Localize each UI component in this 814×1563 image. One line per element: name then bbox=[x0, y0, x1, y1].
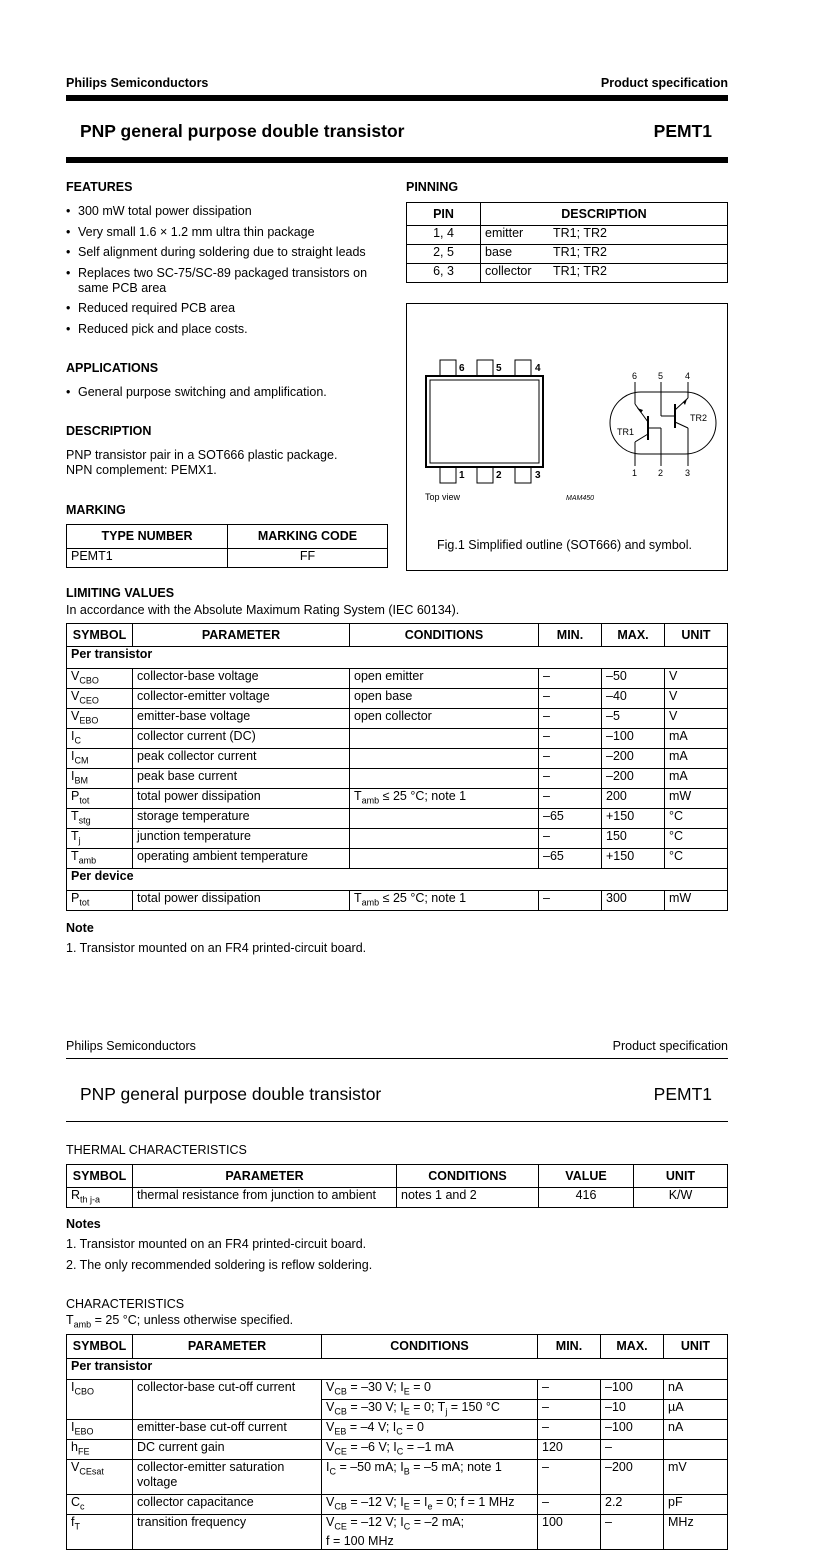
parameter-cell: emitter-base voltage bbox=[133, 709, 350, 729]
min-cell: – bbox=[539, 891, 602, 911]
limiting-subtitle: In accordance with the Absolute Maximum Rating System (IEC 60134). bbox=[66, 603, 460, 617]
list-item: • Very small 1.6 × 1.2 mm ultra thin package bbox=[66, 225, 388, 240]
col-value: VALUE bbox=[539, 1165, 634, 1188]
conditions-cell: notes 1 and 2 bbox=[397, 1188, 539, 1208]
description-text bbox=[66, 448, 337, 478]
pad-3 bbox=[515, 467, 531, 483]
header-rule bbox=[66, 95, 728, 101]
pin-label: 1 bbox=[632, 468, 638, 478]
table-row bbox=[67, 709, 728, 729]
unit-cell: mW bbox=[665, 789, 728, 809]
list-item: • Reduced pick and place costs. bbox=[66, 322, 388, 337]
pin-transistor: TR1; TR2 bbox=[549, 264, 728, 283]
col-max: MAX. bbox=[602, 624, 665, 647]
col-conditions: CONDITIONS bbox=[350, 624, 539, 647]
applications-heading: APPLICATIONS bbox=[66, 361, 159, 375]
package-body bbox=[426, 376, 543, 467]
symbol-outline bbox=[610, 392, 716, 454]
unit-cell: V bbox=[665, 689, 728, 709]
notes-heading: Notes bbox=[66, 1217, 101, 1231]
group-label: Per device bbox=[67, 869, 728, 891]
description-heading: DESCRIPTION bbox=[66, 424, 152, 438]
header-rule bbox=[66, 1058, 728, 1059]
page-header-left: Philips Semiconductors bbox=[66, 76, 209, 90]
top-view-label: Top view bbox=[425, 492, 461, 502]
parameter-cell: collector-emitter voltage bbox=[133, 689, 350, 709]
symbol-cell: $I_{BM}$ bbox=[67, 769, 133, 789]
pin-label: 3 bbox=[535, 470, 541, 481]
max-cell: –200 bbox=[602, 769, 665, 789]
min-cell: – bbox=[539, 829, 602, 849]
symbol-cell: $V_{CEO}$ bbox=[67, 689, 133, 709]
unit-cell: mA bbox=[665, 749, 728, 769]
unit-cell: K/W bbox=[634, 1188, 728, 1208]
description-line: NPN complement: PEMX1. bbox=[66, 463, 217, 477]
pin-label: 2 bbox=[496, 470, 502, 481]
min-cell: –65 bbox=[539, 849, 602, 869]
pinning-col-pin: PIN bbox=[407, 203, 481, 226]
table-row bbox=[67, 689, 728, 709]
max-cell: –200 bbox=[602, 749, 665, 769]
min-cell: – bbox=[539, 789, 602, 809]
part-number: PEMT1 bbox=[653, 121, 712, 141]
characteristics-heading: CHARACTERISTICS bbox=[66, 1297, 185, 1311]
pin-name: base bbox=[481, 245, 550, 264]
pin-label: 1 bbox=[459, 470, 465, 481]
max-cell: –50 bbox=[602, 669, 665, 689]
features-heading: FEATURES bbox=[66, 180, 133, 194]
symbol-cell: $I_C$ bbox=[67, 729, 133, 749]
pin-label: 4 bbox=[685, 371, 691, 381]
symbol-cell: $R_{th j-a}$ bbox=[67, 1188, 133, 1208]
symbol-cell: $V_{CBO}$ bbox=[67, 669, 133, 689]
conditions-cell bbox=[350, 749, 539, 769]
note-text: 1. Transistor mounted on an FR4 printed-circuit board. bbox=[66, 1237, 367, 1251]
table-row bbox=[67, 1188, 728, 1208]
pin-transistor: TR1; TR2 bbox=[549, 245, 728, 264]
pin-label: 6 bbox=[459, 363, 465, 374]
group-label: Per transistor bbox=[67, 1359, 728, 1380]
col-min: MIN. bbox=[538, 1335, 601, 1359]
figure-code: MAM450 bbox=[566, 495, 595, 502]
pinning-heading: PINNING bbox=[406, 180, 459, 194]
col-parameter: PARAMETER bbox=[133, 1165, 397, 1188]
page-title: PNP general purpose double transistor bbox=[80, 121, 405, 141]
unit-cell: °C bbox=[665, 829, 728, 849]
table-row bbox=[407, 226, 728, 245]
pad-6 bbox=[440, 360, 456, 376]
parameter-cell: collector-base voltage bbox=[133, 669, 350, 689]
package-outline-diagram bbox=[407, 304, 727, 534]
conditions-cell: $T_{amb} \le 25$ °C; note 1 bbox=[350, 891, 539, 911]
col-unit: UNIT bbox=[665, 624, 728, 647]
max-cell: +150 bbox=[602, 849, 665, 869]
col-conditions: CONDITIONS bbox=[322, 1335, 538, 1359]
page-header-left: Philips Semiconductors bbox=[66, 1039, 196, 1053]
title-rule bbox=[66, 1121, 728, 1122]
table-row bbox=[407, 245, 728, 264]
max-cell: –100 bbox=[602, 729, 665, 749]
col-parameter: PARAMETER bbox=[133, 1335, 322, 1359]
unit-cell: °C bbox=[665, 849, 728, 869]
parameter-cell: thermal resistance from junction to ambient bbox=[133, 1188, 397, 1208]
col-unit: UNIT bbox=[634, 1165, 728, 1188]
symbol-cell: $T_j$ bbox=[67, 829, 133, 849]
features-list bbox=[66, 204, 388, 342]
unit-cell: mW bbox=[665, 891, 728, 911]
min-cell: – bbox=[539, 749, 602, 769]
tr2-label: TR2 bbox=[690, 413, 708, 423]
unit-cell: °C bbox=[665, 809, 728, 829]
pin-number: 6, 3 bbox=[407, 264, 481, 283]
symbol-cell: $T_{amb}$ bbox=[67, 849, 133, 869]
symbol-cell: $I_{CM}$ bbox=[67, 749, 133, 769]
min-cell: – bbox=[539, 689, 602, 709]
table-row: $I_{EBO}$ emitter-base cut-off current $V_{EB} = -4$ V; $I_C = 0$ – –100 nA bbox=[67, 1420, 728, 1440]
list-item: • Self alignment during soldering due to straight leads bbox=[66, 245, 388, 260]
pad-4 bbox=[515, 360, 531, 376]
conditions-cell: open emitter bbox=[350, 669, 539, 689]
marking-col-type: TYPE NUMBER bbox=[67, 525, 228, 549]
table-row bbox=[407, 264, 728, 283]
list-item: • General purpose switching and amplification. bbox=[66, 385, 388, 400]
list-item: • 300 mW total power dissipation bbox=[66, 204, 388, 219]
min-cell: –65 bbox=[539, 809, 602, 829]
col-max: MAX. bbox=[601, 1335, 664, 1359]
table-row: $h_{FE}$ DC current gain $V_{CE} = -6$ V; $I_C = -1$ mA 120 – bbox=[67, 1440, 728, 1460]
symbol-cell: $T_{stg}$ bbox=[67, 809, 133, 829]
limiting-values-table bbox=[66, 623, 728, 911]
symbol-cell: $V_{EBO}$ bbox=[67, 709, 133, 729]
page-header-right: Product specification bbox=[600, 76, 728, 90]
list-item: • Replaces two SC-75/SC-89 packaged transistors on same PCB area bbox=[66, 266, 388, 296]
max-cell: –5 bbox=[602, 709, 665, 729]
col-unit: UNIT bbox=[664, 1335, 728, 1359]
conditions-cell bbox=[350, 769, 539, 789]
table-row bbox=[67, 809, 728, 829]
parameter-cell: total power dissipation bbox=[133, 891, 350, 911]
marking-code: FF bbox=[228, 549, 388, 568]
min-cell: – bbox=[539, 769, 602, 789]
conditions-cell bbox=[350, 829, 539, 849]
parameter-cell: operating ambient temperature bbox=[133, 849, 350, 869]
note-heading: Note bbox=[66, 921, 94, 935]
table-row bbox=[67, 769, 728, 789]
col-symbol: SYMBOL bbox=[67, 1335, 133, 1359]
group-label: Per transistor bbox=[67, 647, 728, 669]
table-row bbox=[67, 891, 728, 911]
characteristics-subtitle: $T_{amb} = 25$ °C; unless otherwise specified. bbox=[66, 1313, 294, 1330]
max-cell: 200 bbox=[602, 789, 665, 809]
value-cell: 416 bbox=[539, 1188, 634, 1208]
table-row bbox=[67, 749, 728, 769]
pin-name: collector bbox=[481, 264, 550, 283]
pin-name: emitter bbox=[481, 226, 550, 245]
parameter-cell: storage temperature bbox=[133, 809, 350, 829]
pad-1 bbox=[440, 467, 456, 483]
col-symbol: SYMBOL bbox=[67, 624, 133, 647]
figure-caption: Fig.1 Simplified outline (SOT666) and symbol. bbox=[437, 538, 692, 552]
conditions-cell: open collector bbox=[350, 709, 539, 729]
col-min: MIN. bbox=[539, 624, 602, 647]
symbol-cell: $P_{tot}$ bbox=[67, 891, 133, 911]
pad-5 bbox=[477, 360, 493, 376]
unit-cell: V bbox=[665, 669, 728, 689]
limiting-heading: LIMITING VALUES bbox=[66, 586, 175, 600]
pin-label: 5 bbox=[496, 363, 502, 374]
pin-transistor: TR1; TR2 bbox=[549, 226, 728, 245]
table-row bbox=[67, 829, 728, 849]
col-symbol: SYMBOL bbox=[67, 1165, 133, 1188]
unit-cell: V bbox=[665, 709, 728, 729]
max-cell: +150 bbox=[602, 809, 665, 829]
title-rule bbox=[66, 157, 728, 163]
marking-heading: MARKING bbox=[66, 503, 126, 517]
table-row: $f_T$ transition frequency $V_{CE} = -12$ V; $I_C = -2$ mA; f = 100 MHz 100 – MHz bbox=[67, 1515, 728, 1550]
min-cell: – bbox=[539, 709, 602, 729]
table-row bbox=[67, 849, 728, 869]
parameter-cell: peak collector current bbox=[133, 749, 350, 769]
page-header-right: Product specification bbox=[612, 1039, 728, 1053]
unit-cell: mA bbox=[665, 729, 728, 749]
marking-table bbox=[66, 524, 388, 568]
parameter-cell: total power dissipation bbox=[133, 789, 350, 809]
table-row bbox=[67, 549, 388, 568]
pinning-table bbox=[406, 202, 728, 283]
col-parameter: PARAMETER bbox=[133, 624, 350, 647]
marking-type: PEMT1 bbox=[67, 549, 228, 568]
note-text: 2. The only recommended soldering is reflow soldering. bbox=[66, 1258, 373, 1272]
col-conditions: CONDITIONS bbox=[397, 1165, 539, 1188]
min-cell: – bbox=[539, 729, 602, 749]
page-title: PNP general purpose double transistor bbox=[80, 1084, 382, 1104]
applications-list bbox=[66, 385, 388, 406]
table-row bbox=[67, 729, 728, 749]
tr1-label: TR1 bbox=[617, 427, 635, 437]
table-row bbox=[67, 669, 728, 689]
figure-box bbox=[406, 303, 728, 571]
description-line: PNP transistor pair in a SOT666 plastic package. bbox=[66, 448, 338, 462]
marking-col-code: MARKING CODE bbox=[228, 525, 388, 549]
table-row bbox=[67, 789, 728, 809]
thermal-heading: THERMAL CHARACTERISTICS bbox=[66, 1143, 247, 1157]
pin-label: 5 bbox=[658, 371, 664, 381]
min-cell: – bbox=[539, 669, 602, 689]
pin-number: 1, 4 bbox=[407, 226, 481, 245]
conditions-cell bbox=[350, 809, 539, 829]
package-inner bbox=[430, 380, 539, 463]
pin-label: 3 bbox=[685, 468, 691, 478]
list-item: • Reduced required PCB area bbox=[66, 301, 388, 316]
table-row: $V_{CB} = -30$ V; $I_E = 0$; $T_j = 150$ °C – –10 µA bbox=[67, 1400, 728, 1420]
part-number: PEMT1 bbox=[653, 1084, 712, 1104]
parameter-cell: peak base current bbox=[133, 769, 350, 789]
characteristics-table bbox=[66, 1334, 728, 1550]
pin-label: 4 bbox=[535, 363, 541, 374]
max-cell: –40 bbox=[602, 689, 665, 709]
conditions-cell bbox=[350, 849, 539, 869]
pin-label: 2 bbox=[658, 468, 664, 478]
symbol-cell: $P_{tot}$ bbox=[67, 789, 133, 809]
pin-label: 6 bbox=[632, 371, 638, 381]
thermal-table bbox=[66, 1164, 728, 1208]
conditions-cell bbox=[350, 729, 539, 749]
max-cell: 150 bbox=[602, 829, 665, 849]
max-cell: 300 bbox=[602, 891, 665, 911]
pinning-col-desc: DESCRIPTION bbox=[481, 203, 728, 226]
parameter-cell: junction temperature bbox=[133, 829, 350, 849]
unit-cell: mA bbox=[665, 769, 728, 789]
table-row: $C_c$ collector capacitance $V_{CB} = -12$ V; $I_E = I_e = 0$; f = 1 MHz – 2.2 pF bbox=[67, 1495, 728, 1515]
table-row: $V_{CEsat}$ collector-emitter saturation voltage $I_C = -50$ mA; $I_B = -5$ mA; note 1 – –200 mV bbox=[67, 1460, 728, 1495]
pin-number: 2, 5 bbox=[407, 245, 481, 264]
conditions-cell: $T_{amb} \le 25$ °C; note 1 bbox=[350, 789, 539, 809]
table-row: $I_{CBO}$ collector-base cut-off current $V_{CB} = -30$ V; $I_E = 0$ – –100 nA bbox=[67, 1380, 728, 1400]
pad-2 bbox=[477, 467, 493, 483]
parameter-cell: collector current (DC) bbox=[133, 729, 350, 749]
note-text: 1. Transistor mounted on an FR4 printed-circuit board. bbox=[66, 941, 367, 955]
conditions-cell: open base bbox=[350, 689, 539, 709]
